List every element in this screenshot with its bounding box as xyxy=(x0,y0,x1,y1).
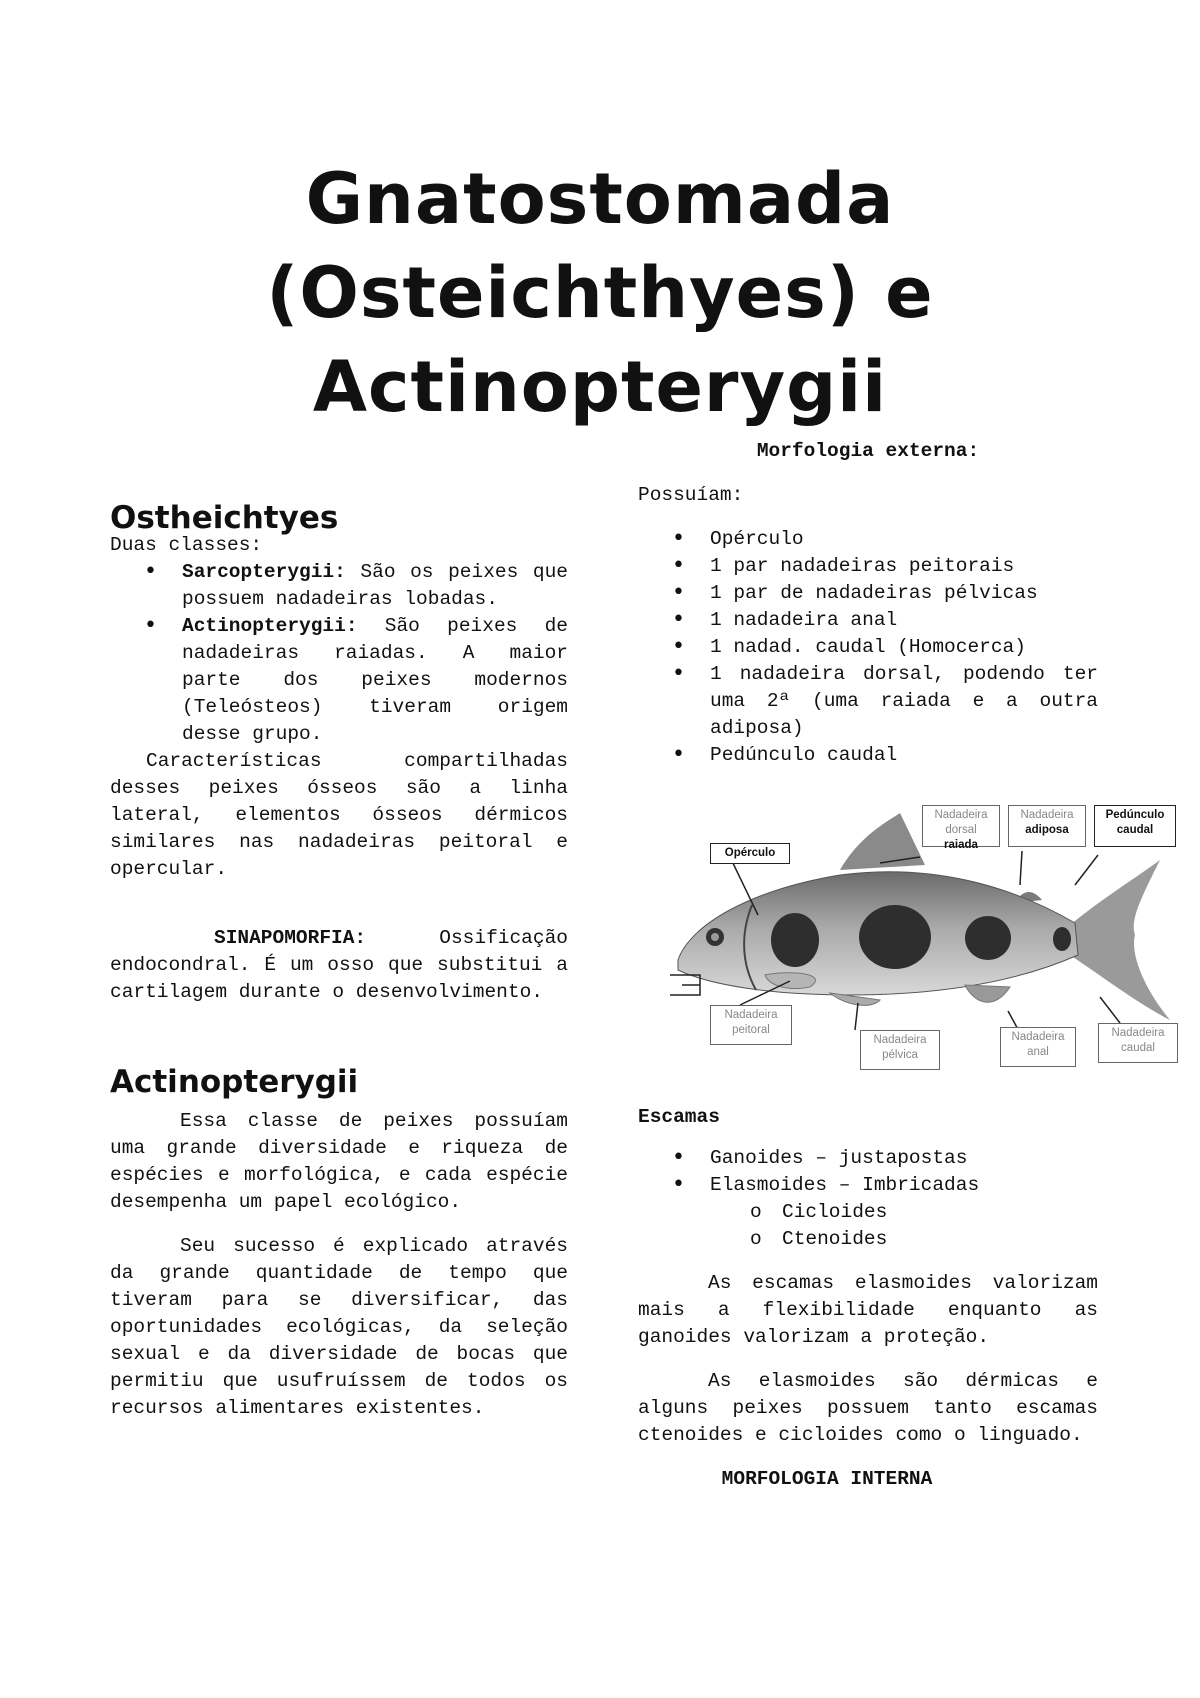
ostheichtyes-section xyxy=(110,500,568,1006)
label-peitoral xyxy=(710,1005,792,1045)
morfologia-externa-intro: Possuíam: xyxy=(638,484,744,506)
list-item xyxy=(110,559,568,613)
list-item: • 1 nadad. caudal (Homocerca) xyxy=(638,634,1098,661)
fish-diagram xyxy=(670,805,1190,1095)
ostheichtyes-heading: Ostheichtyes xyxy=(110,500,339,536)
list-item: o Ctenoides xyxy=(638,1226,1098,1253)
class-name: Sarcopterygii: xyxy=(182,561,346,583)
label-text: Pedúnculo xyxy=(1105,809,1165,821)
label-adiposa xyxy=(1008,805,1086,847)
title-line-1: Gnatostomada xyxy=(305,158,895,240)
list-item: • Opérculo xyxy=(638,526,1098,553)
list-item: • 1 nadadeira anal xyxy=(638,607,1098,634)
title-line-2: (Osteichthyes) e xyxy=(266,252,934,334)
label-text: Nadadeira xyxy=(934,809,988,821)
escamas-paragraph-2: As elasmoides são dérmicas e alguns peixes possuem tanto escamas ctenoides e cicloides como o linguado. xyxy=(638,1370,1098,1446)
actinopterygii-paragraph-1: Essa classe de peixes possuíam uma grande diversidade e riqueza de espécies e morfológica, e cada espécie desempenha um papel ecológico. xyxy=(110,1110,568,1213)
escamas-sublist xyxy=(638,1199,1098,1253)
body-spot xyxy=(1053,927,1071,951)
escamas-heading: Escamas xyxy=(638,1106,720,1128)
actinopterygii-paragraph-2: Seu sucesso é explicado através da grande quantidade de tempo que tiveram para se diversificar, das oportunidades ecológicas, da seleção sexual e da diversidade de bocas que permitiu que usufruíssem de todos os recursos alimentares existentes. xyxy=(110,1235,568,1419)
morfologia-externa-heading: Morfologia externa: xyxy=(756,440,980,462)
class-text: São peixes de nadadeiras raiadas. A maior parte dos peixes modernos (Teleósteos) tiveram origem desse grupo. xyxy=(182,615,568,745)
label-text: raiada xyxy=(944,839,978,851)
actinopterygii-section xyxy=(110,1064,568,1422)
ostheichtyes-intro: Duas classes: xyxy=(110,534,263,556)
synapomorphy-label: SINAPOMORFIA: xyxy=(214,927,367,949)
features-list xyxy=(638,526,1098,769)
list-item: o Cicloides xyxy=(638,1199,1098,1226)
label-text: Nadadeira xyxy=(1020,809,1074,821)
body-spot xyxy=(771,913,819,967)
pedunculo-leader xyxy=(1075,855,1098,885)
label-text: Nadadeira xyxy=(724,1009,778,1021)
list-item: • 1 par nadadeiras peitorais xyxy=(638,553,1098,580)
label-text: dorsal xyxy=(945,824,977,836)
label-text: Nadadeira xyxy=(1111,1027,1165,1039)
label-text: pélvica xyxy=(882,1049,918,1061)
list-item xyxy=(110,613,568,748)
label-text: Nadadeira xyxy=(873,1034,927,1046)
mouth-bracket xyxy=(670,975,700,995)
class-name: Actinopterygii: xyxy=(182,615,358,637)
classes-list xyxy=(110,559,568,748)
label-caudal xyxy=(1098,1023,1178,1063)
eye-pupil xyxy=(711,933,719,941)
caudal-fin xyxy=(1070,860,1170,1020)
label-text: caudal xyxy=(1116,824,1154,836)
list-item: • 1 par de nadadeiras pélvicas xyxy=(638,580,1098,607)
list-item: • Pedúnculo caudal xyxy=(638,742,1098,769)
class-text: São os peixes que possuem nadadeiras lobadas. xyxy=(182,561,568,610)
body-spot xyxy=(859,905,931,969)
label-text: peitoral xyxy=(732,1024,770,1036)
synapomorphy-text: Ossificação endocondral. É um osso que substitui a cartilagem durante o desenvolvimento. xyxy=(110,927,568,1003)
list-item: • Elasmoides – Imbricadas xyxy=(638,1172,1098,1199)
pelvica-leader xyxy=(855,1003,858,1030)
anal-fin xyxy=(965,985,1010,1002)
dorsal-fin xyxy=(840,813,925,870)
label-pelvica xyxy=(860,1030,940,1070)
synapomorphy-paragraph xyxy=(110,925,568,1006)
label-text: caudal xyxy=(1121,1042,1155,1054)
morfologia-interna-heading: MORFOLOGIA INTERNA xyxy=(721,1468,933,1490)
label-text: adiposa xyxy=(1025,824,1069,836)
adiposa-leader xyxy=(1020,851,1022,885)
escamas-section xyxy=(638,1104,1098,1493)
label-dorsal-raiada xyxy=(922,805,1000,851)
escamas-paragraph-1: As escamas elasmoides valorizam mais a flexibilidade enquanto as ganoides valorizam a proteção. xyxy=(638,1272,1098,1348)
title-line-3: Actinopterygii xyxy=(312,346,888,428)
escamas-list xyxy=(638,1145,1098,1199)
label-pedunculo xyxy=(1094,805,1176,847)
actinopterygii-heading: Actinopterygii xyxy=(110,1064,359,1100)
page-title xyxy=(0,152,1200,434)
list-item: • Ganoides – justapostas xyxy=(638,1145,1098,1172)
label-operculo xyxy=(710,843,790,864)
list-item: • 1 nadadeira dorsal, podendo ter uma 2ª (uma raiada e a outra adiposa) xyxy=(638,661,1098,742)
label-text: Opérculo xyxy=(724,847,776,859)
label-anal xyxy=(1000,1027,1076,1067)
characteristics-paragraph: Características compartilhadas desses peixes ósseos são a linha lateral, elementos ósseos dérmicos similares nas nadadeiras peitoral e opercular. xyxy=(110,750,568,880)
caudal-leader xyxy=(1100,997,1120,1023)
label-text: Nadadeira xyxy=(1011,1031,1065,1043)
label-text: anal xyxy=(1027,1046,1049,1058)
morfologia-externa-section xyxy=(638,438,1098,769)
body-spot xyxy=(965,916,1011,960)
